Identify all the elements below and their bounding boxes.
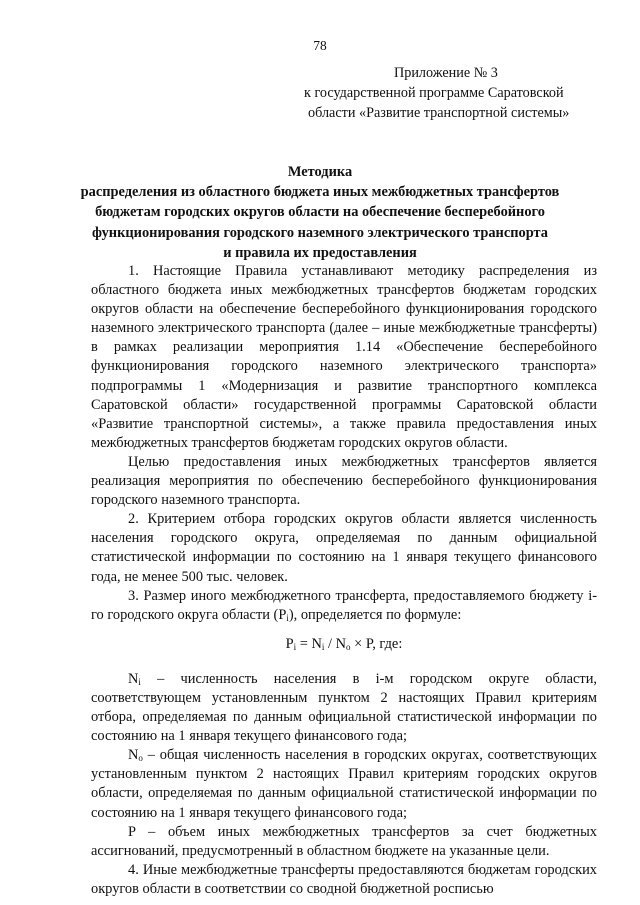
paragraph-goal: Целью предоставления иных межбюджетных трансфертов является реализация мероприятия по обеспечению бесперебойного функционирования городского наземного транспорта. xyxy=(91,453,597,509)
appendix-line: области «Развитие транспортной системы» xyxy=(308,105,570,121)
title-line: Методика xyxy=(287,164,353,180)
page-number: 78 xyxy=(313,38,327,53)
title-line: распределения из областного бюджета иных межбюджетных трансфертов xyxy=(80,184,560,201)
subscript: i xyxy=(293,641,297,652)
definition-p: P – объем иных межбюджетных трансфертов за счет бюджетных ассигнований, предусмотренный в областном бюджете на указанные цели. xyxy=(91,823,597,859)
subscript: i xyxy=(321,641,325,652)
document-body xyxy=(91,262,597,899)
formula-symbol: = N xyxy=(296,635,322,652)
title-line: функционирования городского наземного электрического транспорта xyxy=(92,224,548,241)
paragraph-3-text: 3. Размер иного межбюджетного трансферта, предоставляемого бюджету i-го городского округа области (P xyxy=(91,587,597,623)
subscript: o xyxy=(346,641,351,652)
title-line: и правила их предоставления xyxy=(223,244,417,261)
definition-ni xyxy=(91,670,597,746)
appendix-header xyxy=(304,63,614,123)
formula-symbol: P xyxy=(285,635,294,652)
paragraph-3-text-end: ), определяется по формуле: xyxy=(288,606,462,623)
paragraph-2: 2. Критерием отбора городских округов области является численность населения городского округа, определяемая по данным официальной статистической информации по состоянию на 1 января текущего финансового года, не менее 500 тыс. человек. xyxy=(91,511,597,585)
paragraph-3 xyxy=(91,587,597,625)
appendix-line: к государственной программе Саратовской xyxy=(304,85,564,101)
formula-symbol: / N xyxy=(324,635,347,652)
subscript: i xyxy=(138,676,141,687)
definition-text: – численность населения в i-м городском округе области, соответствующем установленным пунктом 2 настоящих Правил критериям отбора, определяемая по данным официальной статистической информации по состоянию на 1 января текущего финансового года; xyxy=(91,670,597,745)
definition-symbol: N xyxy=(128,670,139,687)
paragraph-4: 4. Иные межбюджетные трансферты предоставляются бюджетам городских округов области в соответствии со сводной бюджетной росписью xyxy=(91,861,597,897)
paragraph-1: 1. Настоящие Правила устанавливают методику распределения из областного бюджета иных межбюджетных трансфертов бюджетам городских округов области на обеспечение бесперебойного функционирования городского наземного электрического транспорта (далее – иные межбюджетные трансферты) в рамках реализации мероприятия 1.14 «Обеспечение бесперебойного функционирования городского наземного электрического транспорта» подпрограммы 1 «Модернизация и развитие транспортного комплекса Саратовской области» государственной программы Саратовской области «Развитие транспортной системы», а также правила предоставления иных межбюджетных трансфертов бюджетам городских округов области. xyxy=(91,263,597,451)
formula-symbol: × P, где: xyxy=(350,635,403,652)
subscript: o xyxy=(138,753,143,764)
formula xyxy=(91,635,597,654)
title-line: бюджетам городских округов области на обеспечение бесперебойного xyxy=(95,204,545,221)
definition-text: – общая численность населения в городских округах, соответствующих установленным пунктом 2 настоящих Правил критериям городских округов области, определяемая по данным официальной статистической информации по состоянию на 1 января текущего финансового года; xyxy=(91,747,597,821)
document-title xyxy=(70,162,570,263)
appendix-line: Приложение № 3 xyxy=(394,65,498,81)
definition-symbol: N xyxy=(128,747,139,764)
subscript: i xyxy=(286,612,289,623)
definition-no xyxy=(91,746,597,822)
